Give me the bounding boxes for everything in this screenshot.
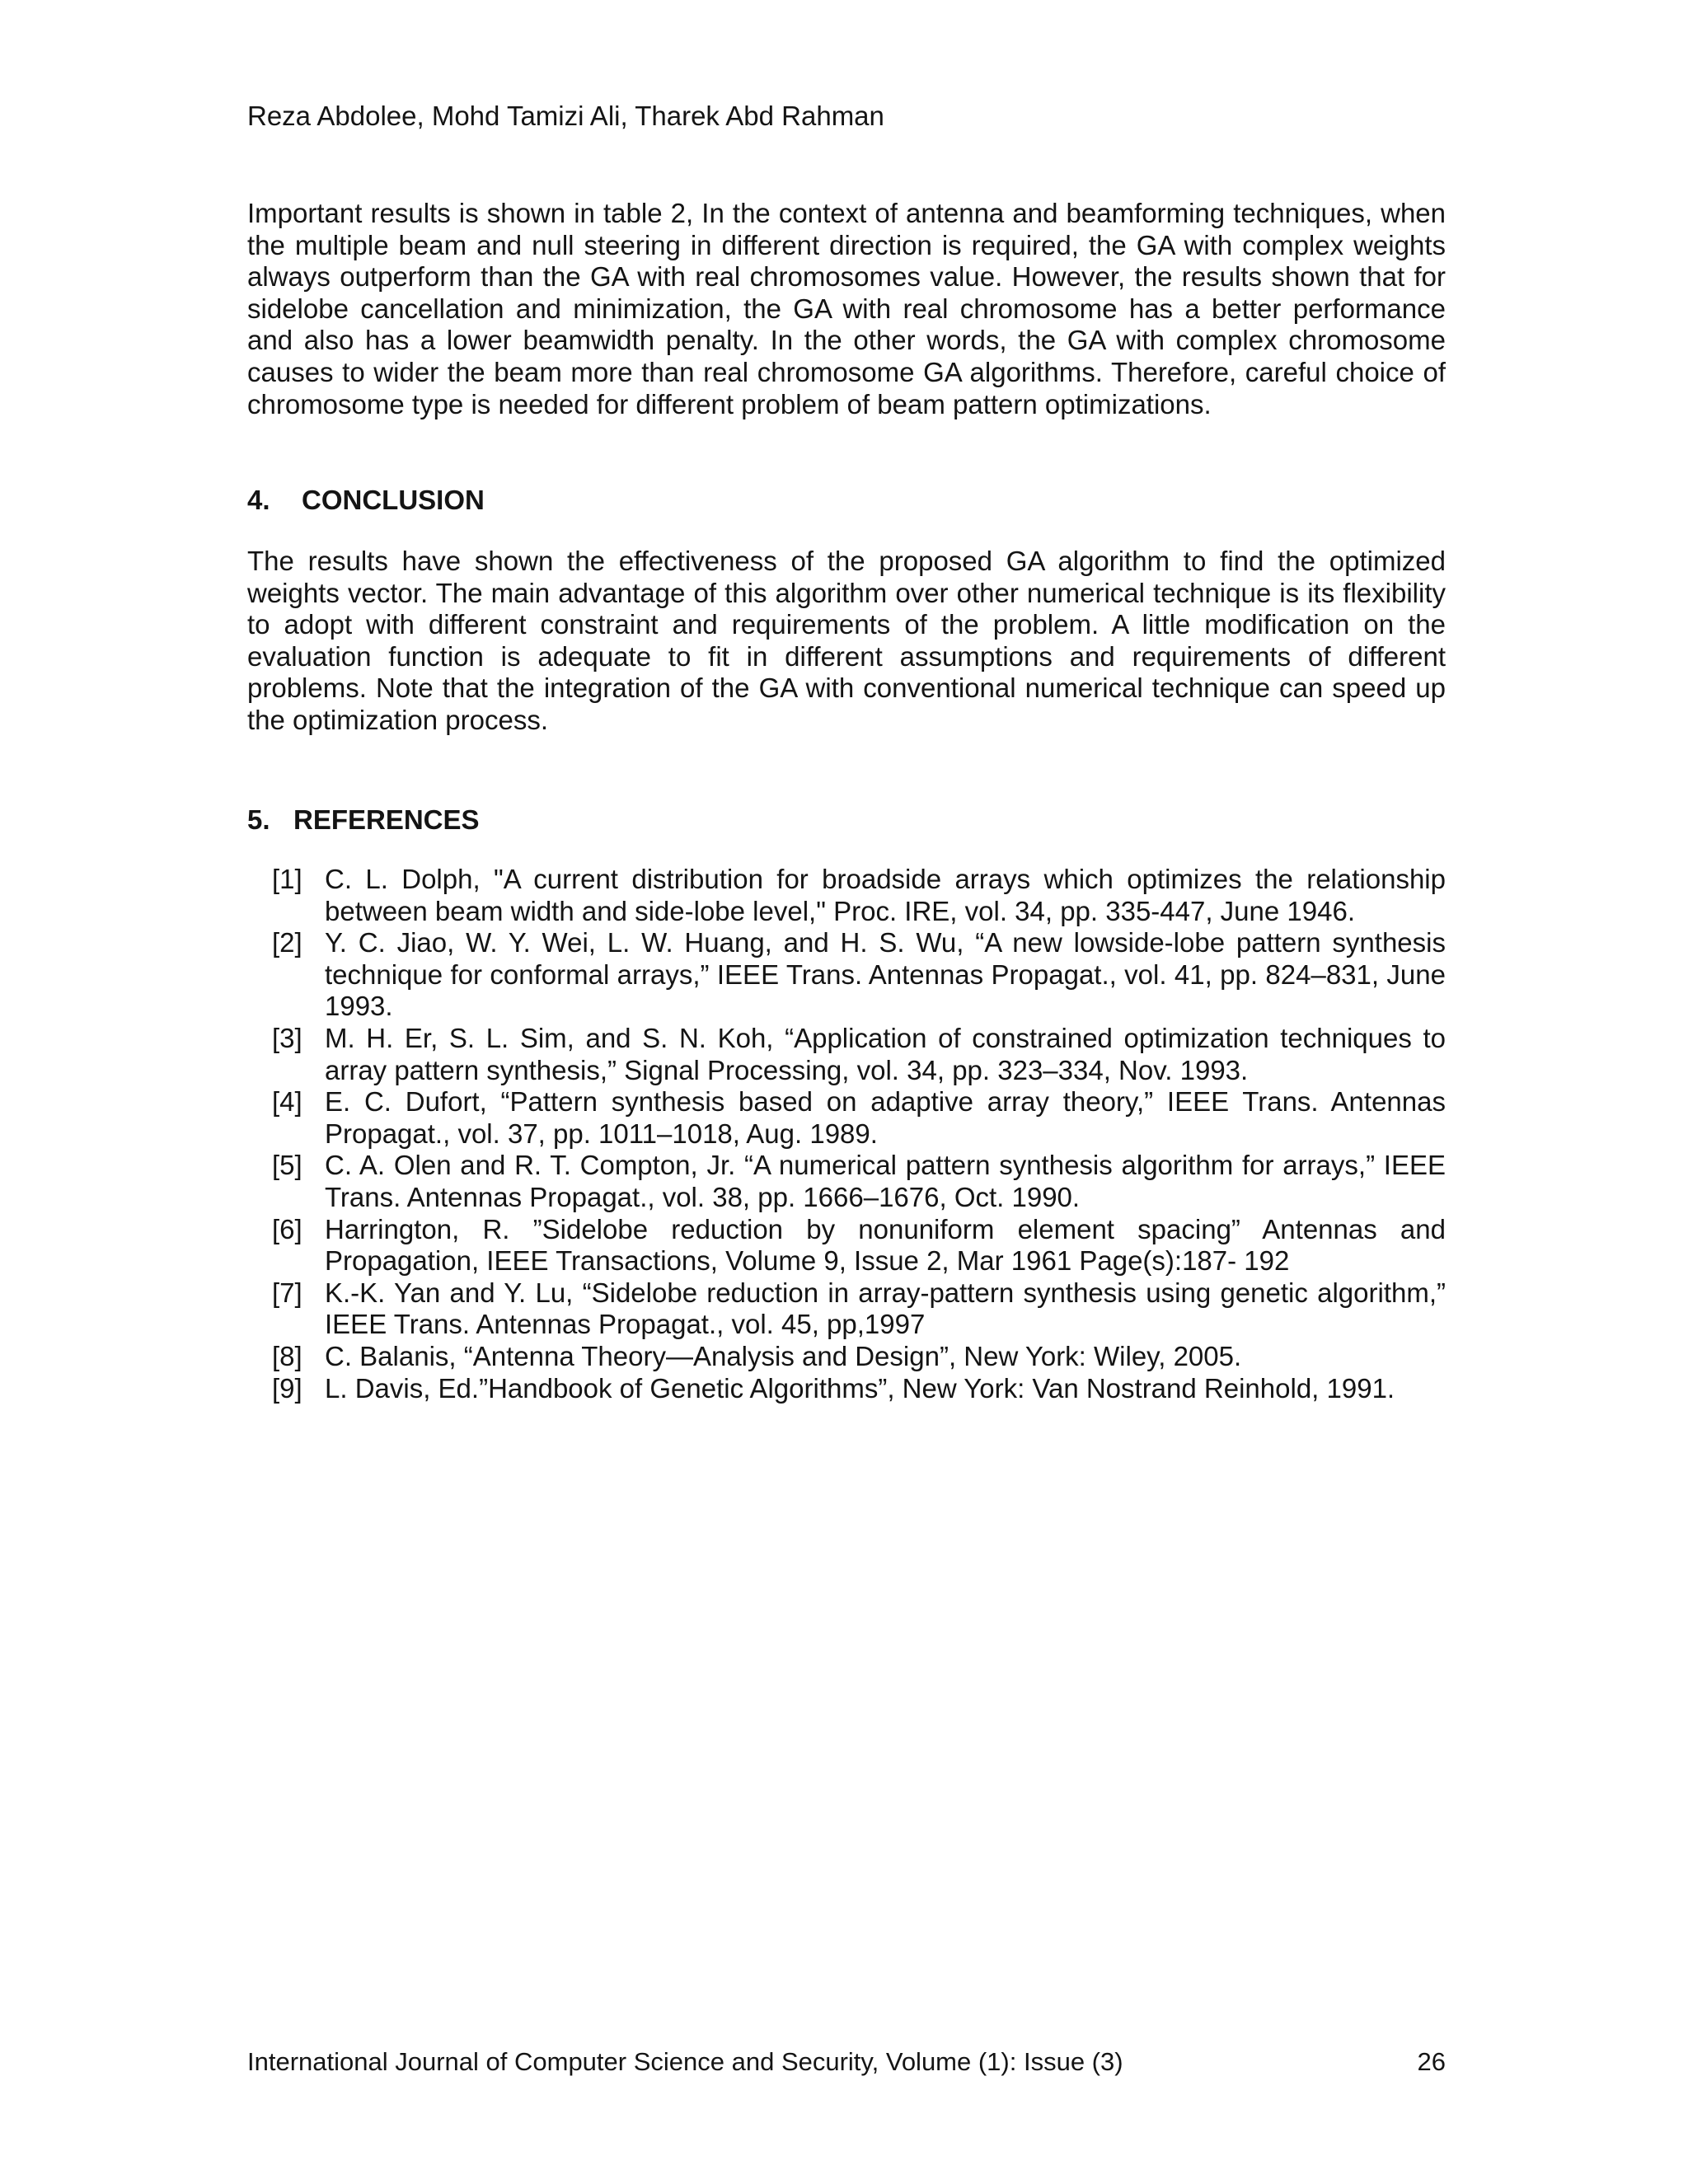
reference-label: [2] [272,927,302,958]
reference-item [272,1373,1446,1405]
reference-text: Y. C. Jiao, W. Y. Wei, L. W. Huang, and H. S. Wu, “A new lowside-lobe pattern synthesis technique for conformal arrays,” IEEE Trans. Antennas Propagat., vol. 41, pp. 824–831, June 1993. [325,927,1446,1022]
reference-label: [4] [272,1086,302,1118]
reference-text: C. Balanis, “Antenna Theory—Analysis and Design”, New York: Wiley, 2005. [325,1340,1242,1371]
references-section-number: 5. [247,804,270,835]
conclusion-paragraph: The results have shown the effectiveness of the proposed GA algorithm to find the optimized weights vector. The main advantage of this algorithm over other numerical technique is its flexibility to adopt with different constraint and requirements of the problem. A little modification on the evaluation function is adequate to fit in different assumptions and requirements of different problems. Note that the integration of the GA with conventional numerical technique can speed up the optimization process. [247,546,1446,735]
reference-text: Harrington, R. ”Sidelobe reduction by nonuniform element spacing” Antennas and Propagation, IEEE Transactions, Volume 9, Issue 2, Mar 1961 Page(s):187- 192 [325,1213,1446,1277]
reference-text: M. H. Er, S. L. Sim, and S. N. Koh, “Application of constrained optimization techniques to array pattern synthesis,” Signal Processing, vol. 34, pp. 323–334, Nov. 1993. [325,1022,1446,1085]
running-header-authors: Reza Abdolee, Mohd Tamizi Ali, Tharek Abd Rahman [247,101,884,131]
reference-item [272,927,1446,1023]
reference-item [272,1277,1446,1341]
reference-label: [9] [272,1372,302,1404]
reference-label: [7] [272,1277,302,1308]
reference-list [272,864,1446,1404]
reference-item [272,864,1446,927]
conclusion-section-number: 4. [247,485,270,515]
reference-item [272,1086,1446,1150]
reference-text: K.-K. Yan and Y. Lu, “Sidelobe reduction in array-pattern synthesis using genetic algorithm,” IEEE Trans. Antennas Propagat., vol. 45, pp,1997 [325,1277,1446,1340]
conclusion-section-title: CONCLUSION [302,485,485,515]
reference-text: C. A. Olen and R. T. Compton, Jr. “A numerical pattern synthesis algorithm for arrays,” IEEE Trans. Antennas Propagat., vol. 38, pp. 1666–1676, Oct. 1990. [325,1150,1446,1212]
reference-label: [8] [272,1340,302,1371]
page-number: 26 [1417,2047,1446,2076]
reference-item [272,1023,1446,1086]
reference-label: [6] [272,1213,302,1244]
document-page [247,0,1446,2184]
reference-label: [3] [272,1022,302,1053]
references-heading [247,801,480,839]
reference-text: C. L. Dolph, "A current distribution for broadside arrays which optimizes the relationship between beam width and side-lobe level," Proc. IRE, vol. 34, pp. 335-447, June 1946. [325,864,1446,926]
references-section-title: REFERENCES [293,804,480,835]
reference-item [272,1341,1446,1373]
footer-journal-info: International Journal of Computer Science and Security, Volume (1): Issue (3) [247,2047,1123,2076]
reference-text: E. C. Dufort, “Pattern synthesis based on adaptive array theory,” IEEE Trans. Antennas Propagat., vol. 37, pp. 1011–1018, Aug. 1989. [325,1086,1446,1149]
reference-item [272,1214,1446,1277]
reference-text: L. Davis, Ed.”Handbook of Genetic Algorithms”, New York: Van Nostrand Reinhold, 1991. [325,1372,1395,1404]
reference-label: [1] [272,864,302,894]
reference-label: [5] [272,1150,302,1181]
conclusion-heading [247,481,485,519]
reference-item [272,1150,1446,1213]
page-footer [247,2044,1446,2080]
intro-paragraph: Important results is shown in table 2, In the context of antenna and beamforming techniques, when the multiple beam and null steering in different direction is required, the GA with complex weights always outperform than the GA with real chromosomes value. However, the results shown that for sidelobe cancellation and minimization, the GA with real chromosome has a better performance and also has a lower beamwidth penalty. In the other words, the GA with complex chromosome causes to wider the beam more than real chromosome GA algorithms. Therefore, careful choice of chromosome type is needed for different problem of beam pattern optimizations. [247,198,1446,419]
